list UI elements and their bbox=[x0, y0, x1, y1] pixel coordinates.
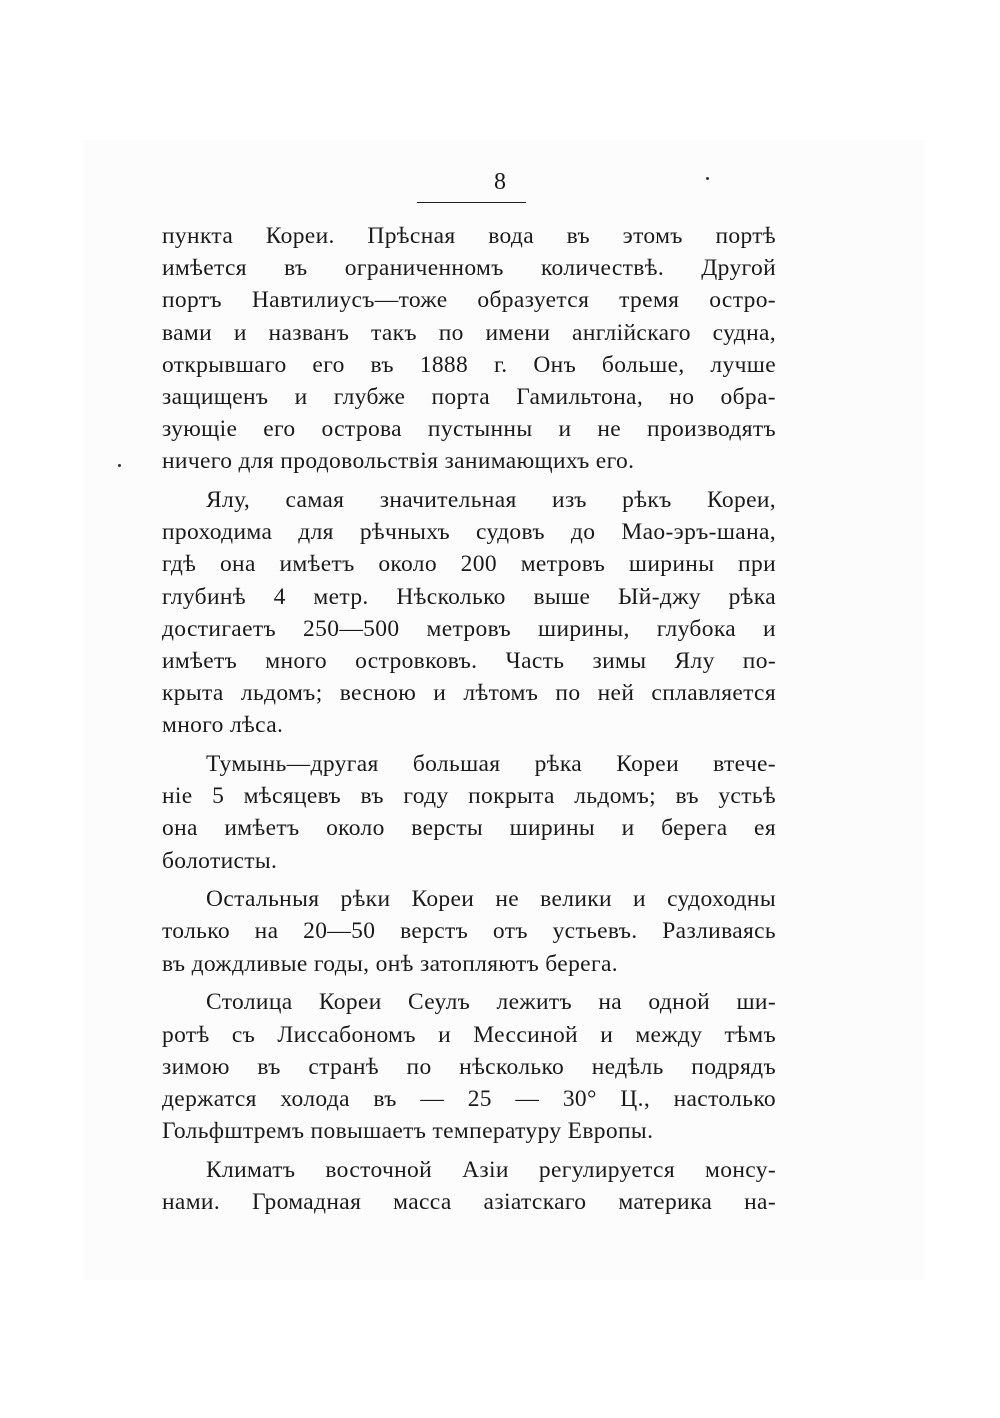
text-line: ніе 5 мѣсяцевъ въ году покрыта льдомъ; въ устьѣ bbox=[162, 783, 776, 810]
text-line: пункта Кореи. Прѣсная вода въ этомъ портѣ bbox=[162, 223, 776, 249]
ink-speck bbox=[118, 464, 121, 467]
text-line: только на 20—50 верстъ отъ устьевъ. Разливаясь bbox=[162, 918, 776, 945]
text-line: болотисты. bbox=[162, 847, 278, 874]
text-line: Климатъ восточной Азіи регулируется монсу- bbox=[206, 1156, 776, 1183]
text-line: портъ Навтилиусъ—тоже образуется тремя остро- bbox=[162, 287, 776, 314]
text-line: Гольфштремъ повышаетъ температуру Европы. bbox=[162, 1118, 654, 1145]
text-line: зующіе его острова пустынны и не производятъ bbox=[162, 416, 776, 443]
text-line: ротѣ съ Лиссабономъ и Мессиной и между тѣмъ bbox=[162, 1021, 776, 1048]
text-line: ничего для продовольствія занимающихъ его. bbox=[162, 448, 635, 475]
paragraph bbox=[162, 883, 776, 980]
header-rule bbox=[417, 202, 526, 203]
text-line: имѣется въ ограниченномъ количествѣ. Другой bbox=[162, 255, 776, 282]
text-line: имѣетъ много островковъ. Часть зимы Ялу по- bbox=[162, 647, 776, 674]
text-line: проходима для рѣчныхъ судовъ до Мао-эръ-шана, bbox=[162, 519, 776, 546]
text-line: глубинѣ 4 метр. Нѣсколько выше Ый-джу рѣка bbox=[162, 583, 776, 610]
paragraph bbox=[162, 748, 776, 877]
ink-speck bbox=[706, 177, 709, 180]
body-text bbox=[162, 220, 776, 1218]
text-line: нами. Громадная масса азіатскаго материка на- bbox=[162, 1188, 776, 1215]
text-line: крыта льдомъ; весною и лѣтомъ по ней сплавляется bbox=[162, 680, 776, 707]
text-line: защищенъ и глубже порта Гамильтона, но обра- bbox=[162, 383, 776, 410]
text-line: вами и названъ такъ по имени англійскаго судна, bbox=[162, 319, 776, 346]
paragraph bbox=[162, 220, 776, 478]
text-line: держатся холода въ — 25 — 30° Ц., настолько bbox=[162, 1085, 776, 1112]
paragraph bbox=[162, 986, 776, 1147]
text-line: открывшаго его въ 1888 г. Онъ больше, лучше bbox=[162, 351, 776, 378]
paragraph bbox=[162, 1154, 776, 1218]
text-line: достигаетъ 250—500 метровъ ширины, глубока и bbox=[162, 615, 776, 642]
text-line: гдѣ она имѣетъ около 200 метровъ ширины при bbox=[162, 551, 776, 578]
text-line: Ялу, самая значительная изъ рѣкъ Кореи, bbox=[206, 487, 776, 513]
text-line: въ дождливые годы, онѣ затопляютъ берега. bbox=[162, 950, 618, 977]
paragraph bbox=[162, 484, 776, 742]
text-line: Тумынь—другая большая рѣка Кореи втече- bbox=[206, 751, 776, 777]
text-line: Остальныя рѣки Кореи не велики и судоходны bbox=[206, 886, 776, 913]
text-line: много лѣса. bbox=[162, 712, 284, 739]
text-line: она имѣетъ около версты ширины и берега ея bbox=[162, 815, 776, 842]
page-number: 8 bbox=[494, 169, 506, 195]
text-line: Столица Кореи Сеулъ лежитъ на одной ши- bbox=[206, 989, 776, 1016]
text-line: зимою въ странѣ по нѣсколько недѣль подрядъ bbox=[162, 1053, 776, 1080]
